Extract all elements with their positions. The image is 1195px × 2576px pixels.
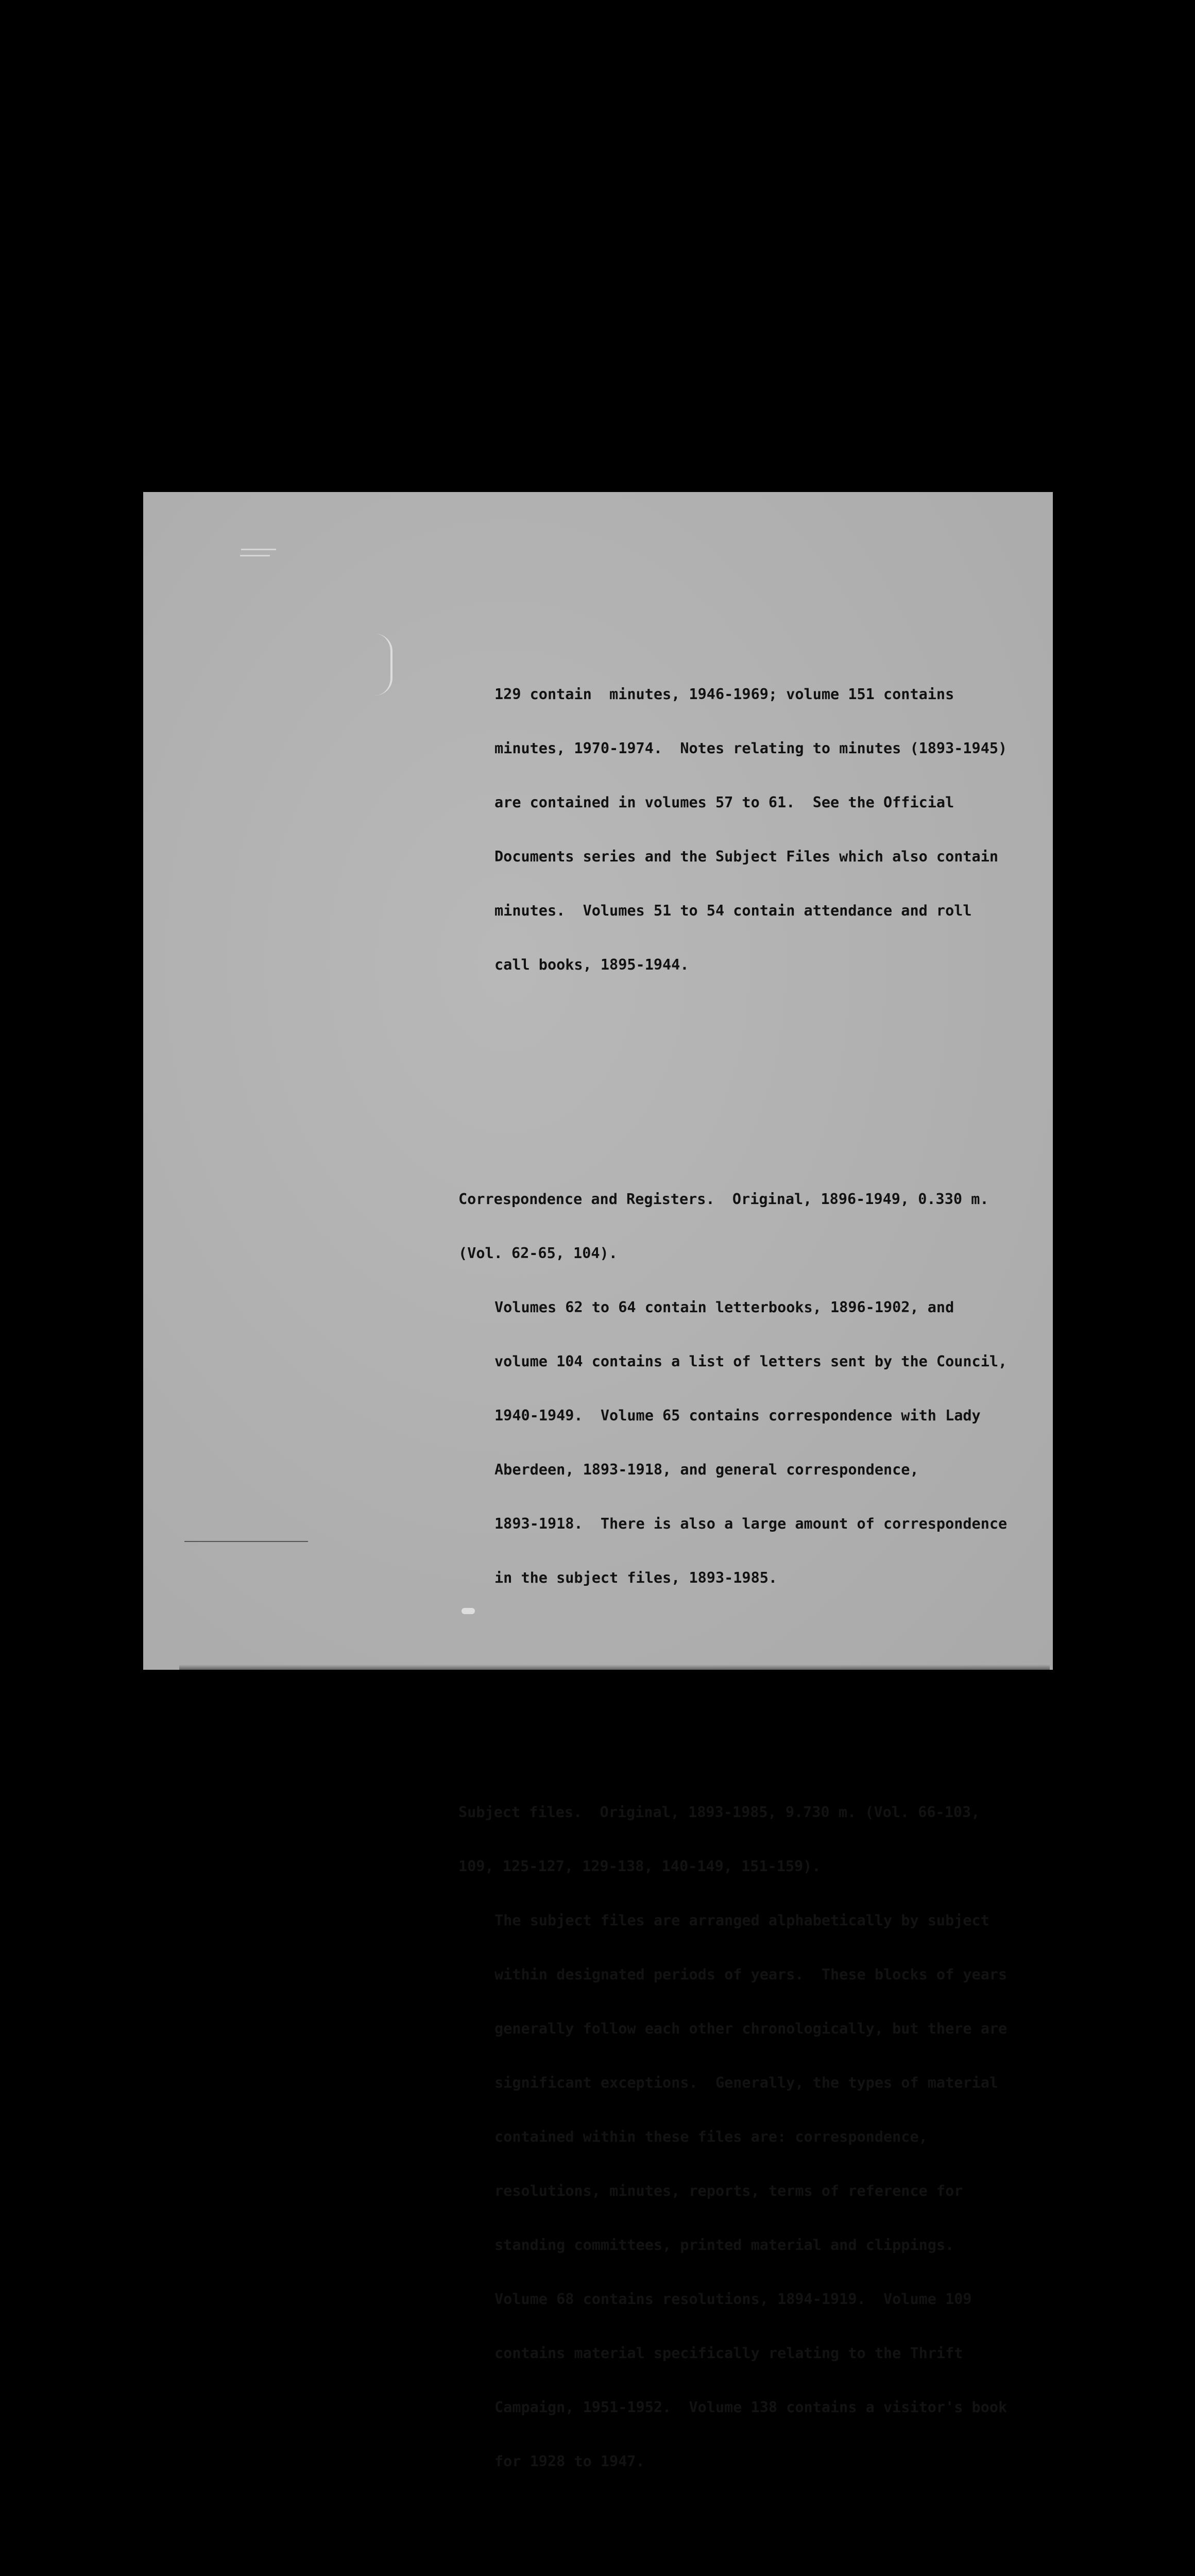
continuation-paragraph [458, 649, 1046, 1010]
text-line: 1893-1918. There is also a large amount of correspondence [494, 1515, 1008, 1532]
paragraph-gap [458, 1064, 1046, 1082]
section-subject-files [458, 1767, 1046, 2506]
text-line: Documents series and the Subject Files which also contain [494, 848, 999, 865]
text-line: in the subject files, 1893-1985. [494, 1569, 778, 1586]
scan-artifact-curve [375, 634, 392, 696]
text-line: resolutions, minutes, reports, terms of reference for [494, 2182, 963, 2199]
text-line: Volume 68 contains resolutions, 1894-1919. Volume 109 [494, 2291, 972, 2308]
document-text [458, 595, 1046, 2576]
text-line: are contained in volumes 57 to 61. See the Official [494, 794, 954, 811]
section-correspondence-registers [458, 1154, 1046, 1623]
text-line: significant exceptions. Generally, the types of material [494, 2074, 999, 2091]
text-line: minutes, 1970-1974. Notes relating to minutes (1893-1945) [494, 740, 1008, 757]
paragraph-gap [458, 1677, 1046, 1695]
scanned-page [143, 492, 1053, 2470]
section-heading-line: Correspondence and Registers. Original, 1896-1949, 0.330 m. [458, 1191, 989, 1208]
text-line: 1940-1949. Volume 65 contains correspondence with Lady [494, 1407, 981, 1424]
text-line: call books, 1895-1944. [494, 956, 689, 973]
text-line: standing committees, printed material and clippings. [494, 2236, 954, 2253]
text-line: Aberdeen, 1893-1918, and general correspondence, [494, 1461, 919, 1478]
section-heading-line: Subject files. Original, 1893-1985, 9.730 m. (Vol. 66-103, [458, 1804, 980, 1821]
section-heading-line: (Vol. 62-65, 104). [458, 1245, 618, 1262]
scan-artifact-mark [240, 555, 270, 556]
paragraph-gap [458, 2561, 1046, 2576]
text-line: Campaign, 1951-1952. Volume 138 contains a visitor's book [494, 2399, 1008, 2416]
text-line: minutes. Volumes 51 to 54 contain attendance and roll [494, 902, 972, 919]
text-line: volume 104 contains a list of letters sent by the Council, [494, 1353, 1008, 1370]
text-line: The subject files are arranged alphabetically by subject [494, 1912, 989, 1929]
text-line: Volumes 62 to 64 contain letterbooks, 1896-1902, and [494, 1299, 954, 1316]
text-line: for 1928 to 1947. [494, 2453, 645, 2470]
text-line: generally follow each other chronologically, but there are [494, 2020, 1008, 2037]
section-heading-line: 109, 125-127, 129-138, 140-149, 151-159). [458, 1858, 821, 1875]
scan-artifact-mark [241, 549, 276, 550]
text-line: within designated periods of years. These blocks of years [494, 1966, 1008, 1983]
text-line: contains material specifically relating to the Thrift [494, 2345, 963, 2362]
scan-artifact-line [184, 1541, 308, 1542]
text-line: contained within these files are: correspondence, [494, 2128, 928, 2145]
text-line: 129 contain minutes, 1946-1969; volume 151 contains [494, 686, 954, 703]
